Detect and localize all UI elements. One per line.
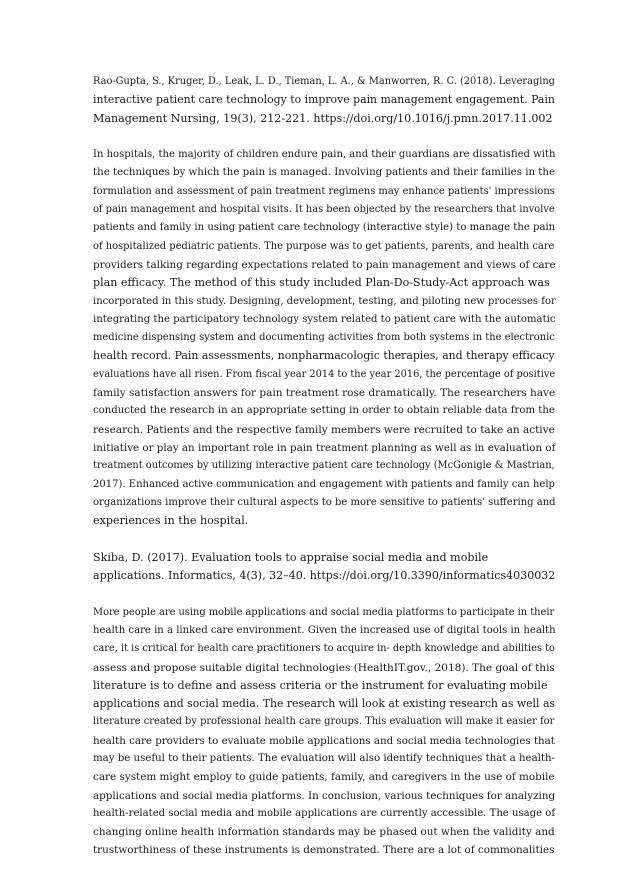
- text-line: experiences in the hospital.: [93, 514, 249, 528]
- citation-skiba-2017: [93, 549, 555, 586]
- text-line: treatment outcomes by utilizing interactive patient care technology (McGonigle & Mastrian,: [93, 460, 555, 472]
- text-line: the techniques by which the pain is managed. Involving patients and their families in the: [93, 167, 556, 179]
- text-line: plan efficacy. The method of this study included Plan-Do-Study-Act approach was: [93, 276, 550, 290]
- text-line: organizations improve their cultural aspects to be more sensitive to patients' suffering and: [93, 496, 556, 508]
- text-line: evaluations have all risen. From fiscal year 2014 to the year 2016, the percentage of positive: [93, 368, 556, 380]
- text-line: changing online health information standards may be phased out when the validity and: [93, 826, 555, 839]
- text-line: applications and social media. The research will look at existing research as well as: [93, 697, 556, 711]
- document-content: [93, 73, 555, 878]
- text-line: 2017). Enhanced active communication and engagement with patients and family can help: [93, 478, 555, 490]
- text-line: health care in a linked care environment. Given the increased use of digital tools in health: [93, 624, 556, 636]
- text-line: initiative or play an important role in pain treatment planning as well as in evaluation of: [93, 441, 556, 454]
- text-line: incorporated in this study. Designing, development, testing, and piloting new processes for: [93, 295, 556, 307]
- text-line: conducted the research in an appropriate setting in order to obtain reliable data from the: [93, 405, 555, 417]
- text-line: trustworthiness of these instruments is demonstrated. There are a lot of commonalities: [93, 844, 555, 857]
- text-line: may be useful to their patients. The evaluation will also identify techniques that a health-: [93, 752, 556, 764]
- text-line: research. Patients and the respective family members were recruited to take an active: [93, 423, 555, 436]
- text-line: Rao-Gupta, S., Kruger, D., Leak, L. D., Tieman, L. A., & Manworren, R. C. (2018). Leveraging: [93, 76, 555, 87]
- text-line: applications. Informatics, 4(3), 32–40. https://doi.org/10.3390/informatics4030032: [93, 569, 556, 583]
- text-line: In hospitals, the majority of children endure pain, and their guardians are dissatisfied with: [93, 149, 556, 161]
- text-line: applications and social media platforms. In conclusion, various techniques for analyzing: [93, 789, 556, 802]
- annotation-paragraph-mobile-apps: [93, 604, 555, 860]
- text-line: integrating the participatory technology system related to patient care with the automatic: [93, 313, 556, 325]
- text-line: health care providers to evaluate mobile applications and social media technologies that: [93, 734, 555, 747]
- annotation-paragraph-pain-management: [93, 146, 555, 530]
- text-line: care system might employ to guide patients, family, and caregivers in the use of mobile: [93, 771, 555, 784]
- text-line: providers talking regarding expectations related to pain management and views of care: [93, 258, 556, 271]
- text-line: patients and family in using patient care technology (interactive style) to manage the pain: [93, 222, 556, 234]
- text-line: health-related social media and mobile applications are currently accessible. The usage of: [93, 807, 556, 819]
- citation-rao-gupta-2018: [93, 73, 555, 128]
- text-line: literature created by professional health care groups. This evaluation will make it easier for: [93, 716, 555, 728]
- text-line: interactive patient care technology to improve pain management engagement. Pain: [93, 93, 555, 107]
- text-line: Skiba, D. (2017). Evaluation tools to appraise social media and mobile: [93, 550, 489, 564]
- text-line: literature is to define and assess criteria or the instrument for evaluating mobile: [93, 678, 548, 692]
- text-line: of pain management and hospital visits. It has been objected by the researchers that involve: [93, 204, 555, 216]
- text-line: family satisfaction answers for pain treatment rose dramatically. The researchers have: [93, 387, 556, 400]
- text-line: assess and propose suitable digital technologies (HealthIT.gov., 2018). The goal of this: [93, 661, 555, 674]
- text-line: formulation and assessment of pain treatment regimens may enhance patients' impressions: [93, 185, 555, 197]
- text-line: of hospitalized pediatric patients. The purpose was to get patients, parents, and health care: [93, 240, 555, 252]
- text-line: Management Nursing, 19(3), 212-221. https://doi.org/10.1016/j.pmn.2017.11.002: [93, 111, 553, 125]
- text-line: More people are using mobile applications and social media platforms to participate in their: [93, 606, 555, 618]
- text-line: care, it is critical for health care practitioners to acquire in- depth knowledge and abilities to: [93, 643, 555, 655]
- text-line: health record. Pain assessments, nonpharmacologic therapies, and therapy efficacy: [93, 349, 555, 363]
- text-line: medicine dispensing system and documenting activities from both systems in the electronic: [93, 332, 555, 344]
